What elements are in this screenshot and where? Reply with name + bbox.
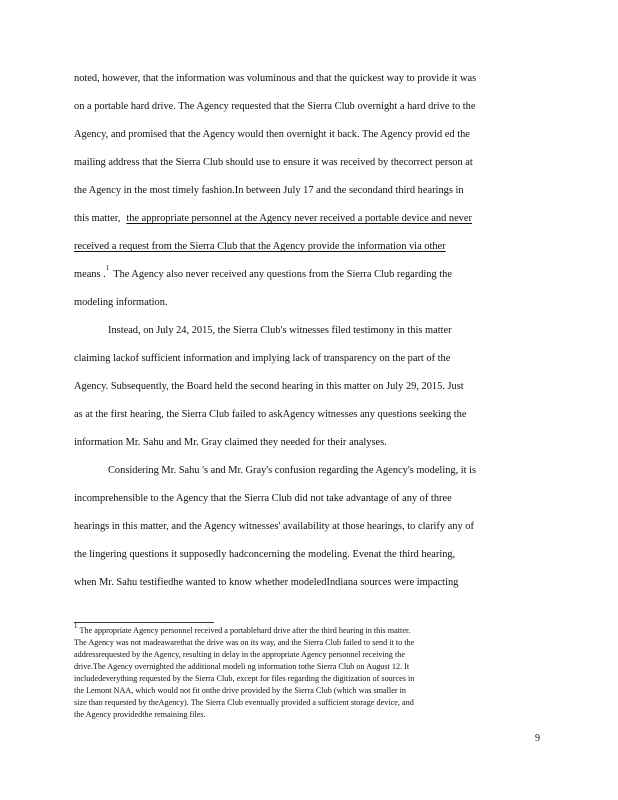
body-line: incomprehensible to the Agency that the Sierra Club did not take advantage of any of three [74, 493, 452, 504]
body-line: mailing address that the Sierra Club should use to ensure it was received by thecorrect person at [74, 157, 473, 168]
body-line: the lingering questions it supposedly hadconcerning the modeling. Evenat the third hearing, [74, 549, 456, 560]
body-line: claiming lackof sufficient information and implying lack of transparency on the part of the [74, 353, 451, 364]
body-line-underlined: received a request from the Sierra Club that the Agency provide the information via other [74, 241, 446, 252]
footnote-separator [74, 622, 214, 623]
footnote-line: addressrequested by the Agency, resulting in delay in the appropriate Agency personnel receiving the [74, 650, 405, 659]
footnote-number: 1 [74, 622, 78, 630]
body-line: Instead, on July 24, 2015, the Sierra Club's witnesses filed testimony in this matter [108, 325, 452, 336]
footnote-line: the Agency providedthe remaining files. [74, 710, 206, 719]
body-line: Considering Mr. Sahu 's and Mr. Gray's confusion regarding the Agency's modeling, it is [108, 465, 477, 476]
body-line: noted, however, that the information was voluminous and that the quickest way to provide it was [74, 73, 477, 84]
footnote-ref: 1 [105, 264, 110, 272]
body-line: information Mr. Sahu and Mr. Gray claimed they needed for their analyses. [74, 437, 387, 448]
body-line: Agency, and promised that the Agency would then overnight it back. The Agency provid ed the [74, 129, 470, 140]
body-line: on a portable hard drive. The Agency requested that the Sierra Club overnight a hard drive to the [74, 101, 476, 112]
body-line: hearings in this matter, and the Agency witnesses' availability at those hearings, to clarify any of [74, 521, 474, 532]
footnote-line: includedeverything requested by the Sierra Club, except for files regarding the digitization of sources in [74, 674, 415, 683]
body-line: when Mr. Sahu testifiedhe wanted to know whether modeledIndiana sources were impacting [74, 577, 459, 588]
body-line: this matter, the appropriate personnel at the Agency never received a portable device and never [74, 212, 540, 226]
page-number: 9 [535, 733, 540, 744]
footnote-line: size than requested by theAgency). The Sierra Club eventually provided a sufficient storage device, and [74, 698, 414, 707]
footnote-line: 1 The appropriate Agency personnel received a portablehard drive after the third hearing in this matter. [74, 622, 411, 635]
underlined-text: the appropriate personnel at the Agency never received a portable device and never [126, 213, 472, 224]
body-line: modeling information. [74, 297, 168, 308]
body-line: the Agency in the most timely fashion.In between July 17 and the secondand third hearings in [74, 185, 464, 196]
footnote-line: drive.The Agency overnighted the additional modeli ng information tothe Sierra Club on August 12. It [74, 662, 410, 671]
footnote-line: The Agency was not madeawarethat the drive was on its way, and the Sierra Club failed to send it to the [74, 638, 415, 647]
body-line: Agency. Subsequently, the Board held the second hearing in this matter on July 29, 2015. Just [74, 381, 464, 392]
footnote-line: the Lemont NAA, which would not fit onthe drive provided by the Sierra Club (which was smaller in [74, 686, 406, 695]
body-line: means . 1 The Agency also never received any questions from the Sierra Club regarding the [74, 264, 452, 280]
body-line: as at the first hearing, the Sierra Club failed to askAgency witnesses any questions seeking the [74, 409, 467, 420]
